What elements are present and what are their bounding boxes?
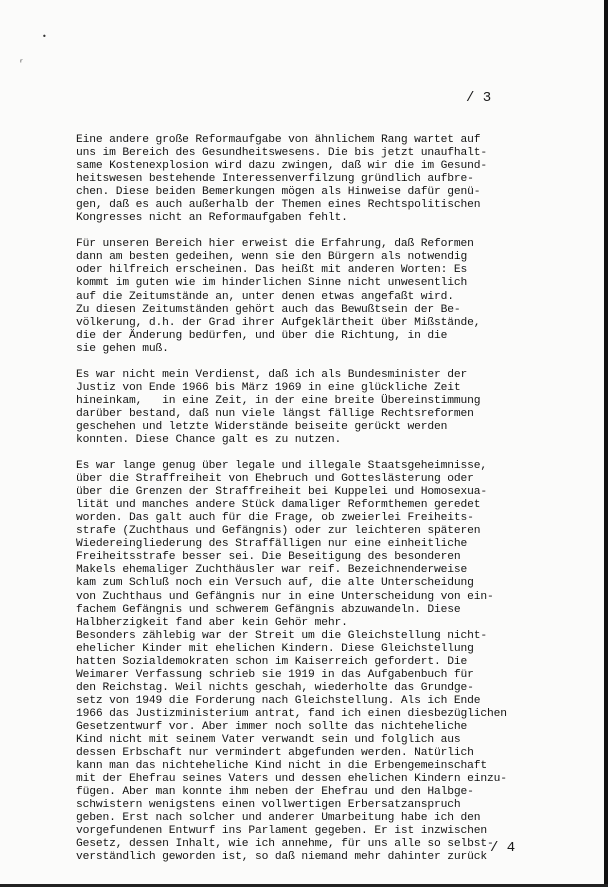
text-line: Kind nicht mit seinem Vater verwandt sein und folglich aus (76, 734, 461, 747)
text-line: gen, daß es auch außerhalb der Themen eines Rechtspolitischen (76, 199, 481, 212)
text-line: Freiheitsstrafe besser sei. Die Beseitigung des besonderen (76, 551, 461, 564)
text-line: Gesetzentwurf vor. Aber immer noch sollte das nichteheliche (76, 720, 468, 733)
paragraph (76, 238, 546, 355)
text-line: uns im Bereich des Gesundheitswesens. Die bis jetzt unaufhalt- (76, 147, 488, 160)
text-line: fügen. Aber man konnte ihm neben der Ehefrau und den Halbge- (76, 786, 474, 799)
text-line: geschehen und letzte Widerstände beiseite gerückt werden (76, 420, 448, 433)
text-line: hineinkam, in eine Zeit, in der eine breite Übereinstimmung (76, 394, 481, 407)
text-line: über die Grenzen der Straffreiheit bei Kuppelei und Homosexua- (76, 486, 488, 499)
text-line: schwistern wenigstens einen vollwertigen Erbersatzanspruch (76, 799, 461, 812)
text-line: hatten Sozialdemokraten schon im Kaiserreich gefordert. Die (76, 655, 468, 668)
body-text (76, 134, 546, 877)
text-line: Halbherzigkeit fand aber kein Gehör mehr. (76, 616, 348, 629)
text-line: kann man das nichteheliche Kind nicht in die Erbengemeinschaft (76, 760, 488, 773)
text-line: Justiz von Ende 1966 bis März 1969 in eine glückliche Zeit (76, 381, 461, 394)
text-line: Wiedereingliederung des Straffälligen nur eine einheitliche (76, 538, 468, 551)
scan-speck: • (42, 32, 47, 41)
text-line: die der Änderung bedürfen, und über die Richtung, in die (76, 329, 448, 342)
text-line: konnten. Diese Chance galt es zu nutzen. (76, 433, 342, 446)
text-line: vorgefundenen Entwurf ins Parlament gegeben. Er ist inzwischen (76, 825, 488, 838)
text-line: oder hilfreich erscheinen. Das heißt mit anderen Worten: Es (76, 264, 468, 277)
text-line: Gesetz, dessen Inhalt, wie ich annehme, für uns alle so selbst- (76, 838, 494, 851)
text-line: Es war lange genug über legale und illegale Staatsgeheimnisse, (76, 460, 488, 473)
text-line: über die Straffreiheit von Ehebruch und Gotteslästerung oder (76, 473, 474, 486)
text-line: auf die Zeitumstände an, unter denen etwas angefaßt wird. (76, 290, 454, 303)
text-line: den Reichstag. Weil nichts geschah, wiederholte das Grundge- (76, 681, 474, 694)
paragraph (76, 134, 546, 225)
text-line: Für unseren Bereich hier erweist die Erfahrung, daß Reformen (76, 238, 474, 251)
text-line: setz von 1949 die Forderung nach Gleichstellung. Als ich Ende (76, 694, 481, 707)
text-line: geben. Erst nach solcher und anderer Umarbeitung habe ich den (76, 812, 481, 825)
text-line: Es war nicht mein Verdienst, daß ich als Bundesminister der (76, 368, 468, 381)
page-number: / 3 (466, 90, 492, 106)
text-line: ehelicher Kinder mit ehelichen Kindern. Diese Gleichstellung (76, 642, 474, 655)
text-line: Eine andere große Reformaufgabe von ähnlichem Rang wartet auf (76, 134, 481, 146)
text-line: 1966 das Justizministerium antrat, fand ich einen diesbezüglichen (76, 707, 507, 720)
text-line: völkerung, d.h. der Grad ihrer Aufgeklärtheit über Mißstände, (76, 316, 481, 329)
paragraph (76, 369, 546, 447)
text-line: von Zuchthaus und Gefängnis nur in eine Unterscheidung von ein- (76, 590, 494, 603)
scan-mark: ʳ (20, 58, 23, 69)
text-line: strafe (Zuchthaus und Gefängnis) oder zur leichteren späteren (76, 525, 481, 538)
text-line: same Kostenexplosion wird dazu zwingen, daß wir die im Gesund- (76, 160, 488, 173)
text-line: Zu diesen Zeitumständen gehört auch das Bewußtsein der Be- (76, 303, 461, 316)
paragraph (76, 460, 546, 864)
text-line: kam zum Schluß noch ein Versuch auf, die alte Unterscheidung (76, 577, 474, 590)
text-line: Weimarer Verfassung schrieb sie 1919 in das Aufgabenbuch für (76, 668, 474, 681)
text-line: verständlich geworden ist, so daß niemand mehr dahinter zurück (76, 851, 488, 864)
next-page-marker: / 4 (490, 840, 516, 856)
text-line: kommt im guten wie im hinderlichen Sinne nicht unwesentlich (76, 277, 468, 290)
text-line: Kongresses nicht an Reformaufgaben fehlt. (76, 212, 348, 225)
text-line: lität und manches andere Stück damaliger Reformthemen geredet (76, 499, 481, 512)
text-line: Makels ehemaliger Zuchthäusler war reif. Bezeichnenderweise (76, 564, 468, 577)
text-line: Besonders zählebig war der Streit um die Gleichstellung nicht- (76, 629, 488, 642)
text-line: worden. Das galt auch für die Frage, ob zweierlei Freiheits- (76, 512, 474, 525)
text-line: darüber bestand, daß nun viele längst fällige Rechtsreformen (76, 407, 474, 420)
text-line: mit der Ehefrau seines Vaters und dessen ehelichen Kindern einzu- (76, 773, 507, 786)
text-line: dann am besten gedeihen, wenn sie den Bürgern als notwendig (76, 251, 468, 264)
text-line: dessen Erbschaft nur vermindert abgefunden werden. Natürlich (76, 747, 474, 760)
text-line: heitswesen bestehende Interessenverfilzung gründlich aufbre- (76, 173, 474, 186)
text-line: chen. Diese beiden Bemerkungen mögen als Hinweise dafür genü- (76, 186, 481, 199)
text-line: fachem Gefängnis und schwerem Gefängnis abzuwandeln. Diese (76, 603, 461, 616)
text-line: sie gehen muß. (76, 342, 169, 355)
